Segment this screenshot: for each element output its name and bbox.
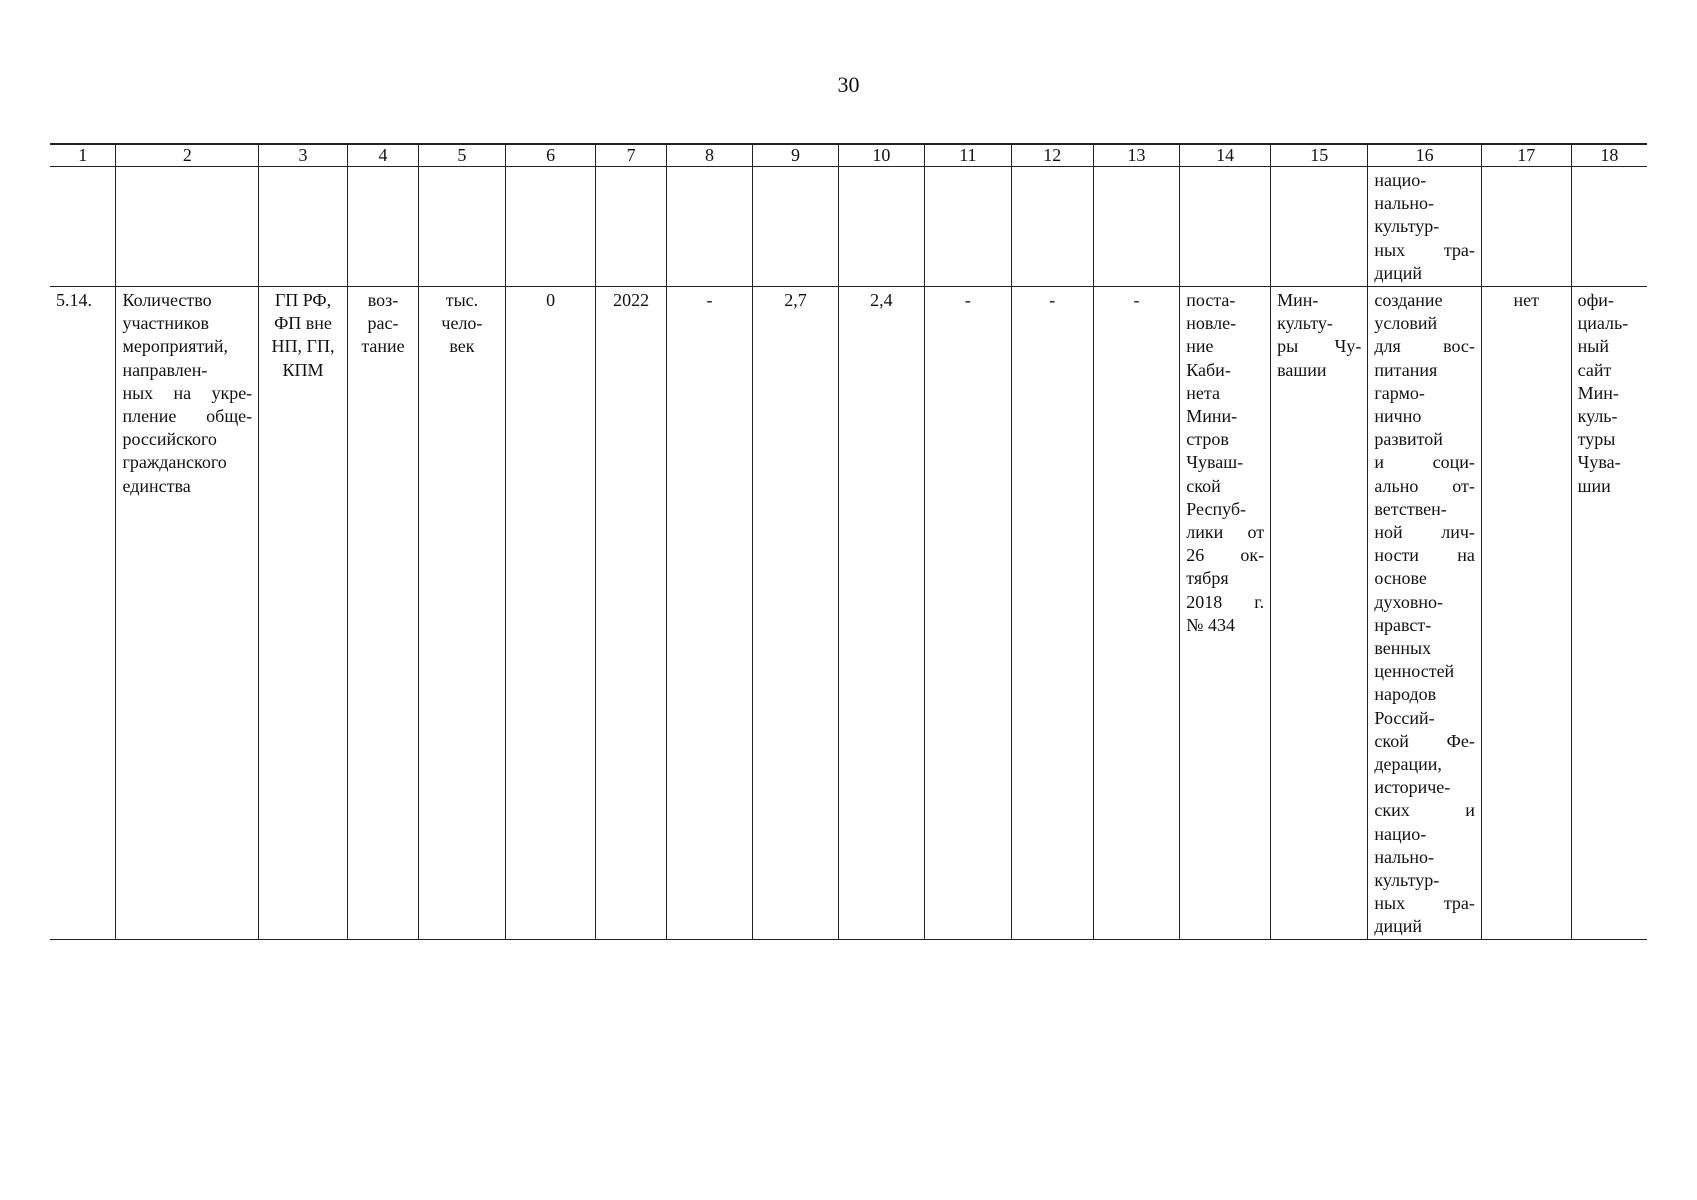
cell-line: создание bbox=[1374, 290, 1443, 310]
column-header: 16 bbox=[1368, 144, 1482, 167]
cell-line: Каби- bbox=[1186, 359, 1231, 380]
table-cell bbox=[259, 167, 348, 287]
cell-line: пление обще- bbox=[122, 406, 253, 427]
column-header: 1 bbox=[50, 144, 116, 167]
cell-line: дерации, bbox=[1374, 754, 1442, 775]
cell-line: 2018 г. bbox=[1186, 591, 1265, 612]
cell-line: КПМ bbox=[282, 359, 324, 380]
cell-line: диций bbox=[1374, 262, 1423, 283]
base-year: 2022 bbox=[596, 287, 666, 940]
table-cell bbox=[419, 167, 505, 287]
cell-line: ных тра- bbox=[1374, 893, 1475, 914]
table-row bbox=[50, 287, 1647, 940]
cell-line: Чува- bbox=[1577, 452, 1621, 473]
cell-line: и соци- bbox=[1374, 452, 1475, 473]
cell-line: ный bbox=[1577, 336, 1609, 357]
cell-line: новле- bbox=[1186, 313, 1237, 334]
table-cell bbox=[505, 167, 596, 287]
table-cell bbox=[925, 167, 1011, 287]
column-header: 18 bbox=[1571, 144, 1647, 167]
cell-line: ветствен- bbox=[1374, 498, 1447, 519]
cell-line: вашии bbox=[1277, 359, 1327, 380]
cell-line: ГП РФ, bbox=[274, 290, 332, 310]
cell-line: гармо- bbox=[1374, 382, 1425, 403]
cell-line: культур- bbox=[1374, 870, 1440, 891]
table-cell bbox=[347, 167, 418, 287]
cell-line: Чуваш- bbox=[1186, 452, 1244, 473]
column-header: 10 bbox=[838, 144, 924, 167]
cell-line: историче- bbox=[1374, 777, 1451, 798]
cell-line: культур- bbox=[1374, 216, 1440, 237]
cell-line: нально- bbox=[1374, 846, 1434, 867]
cell-line: российского bbox=[122, 429, 217, 450]
cell-line: стров bbox=[1186, 429, 1229, 450]
cell-line: нацио- bbox=[1374, 823, 1427, 844]
table-cell bbox=[1271, 167, 1368, 287]
cell-line: ных тра- bbox=[1374, 239, 1475, 260]
cell-line: нально- bbox=[1374, 193, 1434, 214]
cell-line: Респуб- bbox=[1186, 498, 1247, 519]
column-header: 15 bbox=[1271, 144, 1368, 167]
cell-line: век bbox=[449, 336, 475, 357]
row-number: 5.14. bbox=[50, 287, 116, 940]
continuation-row bbox=[50, 167, 1647, 287]
table-cell bbox=[1571, 167, 1647, 287]
cell-line: Количество bbox=[122, 290, 212, 310]
column-header: 14 bbox=[1180, 144, 1271, 167]
cell-line: ние bbox=[1186, 336, 1214, 357]
trend bbox=[347, 287, 418, 940]
table-cell bbox=[753, 167, 838, 287]
cell-line: циаль- bbox=[1577, 313, 1629, 334]
cell-line: нацио- bbox=[1374, 170, 1427, 190]
cell-line: воз- bbox=[367, 290, 399, 310]
cell-line: поста- bbox=[1186, 290, 1236, 310]
cell-line: рас- bbox=[367, 313, 399, 334]
column-header: 13 bbox=[1093, 144, 1179, 167]
cell-line: для вос- bbox=[1374, 336, 1475, 357]
indicator-table bbox=[50, 143, 1647, 940]
cell-line: ской Фе- bbox=[1374, 730, 1475, 751]
table-cell bbox=[838, 167, 924, 287]
cell-line: ности на bbox=[1374, 545, 1475, 566]
cell-line: ФП вне bbox=[274, 313, 332, 334]
table-cell bbox=[1011, 167, 1093, 287]
column-header: 12 bbox=[1011, 144, 1093, 167]
cell-line: сайт bbox=[1577, 359, 1612, 380]
column-header: 9 bbox=[753, 144, 838, 167]
cell-line: 26 ок- bbox=[1186, 545, 1265, 566]
cell-line: венных bbox=[1374, 638, 1432, 659]
column-header: 7 bbox=[596, 144, 666, 167]
cell-line: ценностей bbox=[1374, 661, 1455, 682]
value-col-12: - bbox=[1011, 287, 1093, 940]
value-col-17: нет bbox=[1481, 287, 1571, 940]
cell-line: тание bbox=[361, 336, 405, 357]
header-row bbox=[50, 144, 1647, 167]
page-number: 30 bbox=[837, 72, 860, 97]
cell-line: Мин- bbox=[1277, 290, 1319, 310]
cell-line: лики от bbox=[1186, 522, 1265, 543]
cell-line: условий bbox=[1374, 313, 1438, 334]
data-source bbox=[1571, 287, 1647, 940]
cell-line: единства bbox=[122, 475, 191, 496]
cell-line: Россий- bbox=[1374, 707, 1435, 728]
column-header: 11 bbox=[925, 144, 1011, 167]
cell-line: Мин- bbox=[1577, 382, 1619, 403]
table-cell bbox=[596, 167, 666, 287]
cell-line: тыс. bbox=[445, 290, 479, 310]
cell-line: культу- bbox=[1277, 313, 1333, 334]
cell-line: направлен- bbox=[122, 359, 208, 380]
cell-line: участников bbox=[122, 313, 209, 334]
column-header: 6 bbox=[505, 144, 596, 167]
cell-line: НП, ГП, bbox=[271, 336, 335, 357]
table-cell bbox=[50, 167, 116, 287]
cell-line: нета bbox=[1186, 382, 1220, 403]
program-code bbox=[259, 287, 348, 940]
responsible-body bbox=[1271, 287, 1368, 940]
cell-line: духовно- bbox=[1374, 591, 1443, 612]
cell-line: ской bbox=[1186, 475, 1221, 496]
value-col-8: - bbox=[666, 287, 752, 940]
cell-line: гражданского bbox=[122, 452, 227, 473]
cell-line: ально от- bbox=[1374, 475, 1475, 496]
value-col-11: - bbox=[925, 287, 1011, 940]
cell-line: диций bbox=[1374, 916, 1423, 937]
goal-text bbox=[1368, 287, 1482, 940]
value-col-13: - bbox=[1093, 287, 1179, 940]
cell-line: № 434 bbox=[1186, 614, 1235, 635]
cell-line: нравст- bbox=[1374, 614, 1432, 635]
cell-line: туры bbox=[1577, 429, 1616, 450]
base-value: 0 bbox=[505, 287, 596, 940]
continued-goal-cell bbox=[1368, 167, 1482, 287]
unit bbox=[419, 287, 505, 940]
cell-line: чело- bbox=[441, 313, 483, 334]
column-header: 5 bbox=[419, 144, 505, 167]
table-cell bbox=[1093, 167, 1179, 287]
cell-line: шии bbox=[1577, 475, 1611, 496]
cell-line: офи- bbox=[1577, 290, 1614, 310]
column-header: 17 bbox=[1481, 144, 1571, 167]
column-header: 3 bbox=[259, 144, 348, 167]
value-col-10: 2,4 bbox=[838, 287, 924, 940]
column-header: 4 bbox=[347, 144, 418, 167]
column-header: 8 bbox=[666, 144, 752, 167]
cell-line: нично bbox=[1374, 406, 1422, 427]
cell-line: питания bbox=[1374, 359, 1438, 380]
cell-line: народов bbox=[1374, 684, 1437, 705]
value-col-9: 2,7 bbox=[753, 287, 838, 940]
table-cell bbox=[1481, 167, 1571, 287]
cell-line: Мини- bbox=[1186, 406, 1238, 427]
cell-line: мероприятий, bbox=[122, 336, 229, 357]
cell-line: ной лич- bbox=[1374, 522, 1475, 543]
cell-line: ских и bbox=[1374, 800, 1475, 821]
cell-line: развитой bbox=[1374, 429, 1443, 450]
column-header: 2 bbox=[116, 144, 259, 167]
indicator-name bbox=[116, 287, 259, 940]
cell-line: основе bbox=[1374, 568, 1427, 589]
table-cell bbox=[116, 167, 259, 287]
legal-document bbox=[1180, 287, 1271, 940]
cell-line: ных на укре- bbox=[122, 382, 253, 403]
table-cell bbox=[1180, 167, 1271, 287]
cell-line: тября bbox=[1186, 568, 1229, 589]
cell-line: куль- bbox=[1577, 406, 1618, 427]
cell-line: ры Чу- bbox=[1277, 336, 1362, 357]
table-cell bbox=[666, 167, 752, 287]
